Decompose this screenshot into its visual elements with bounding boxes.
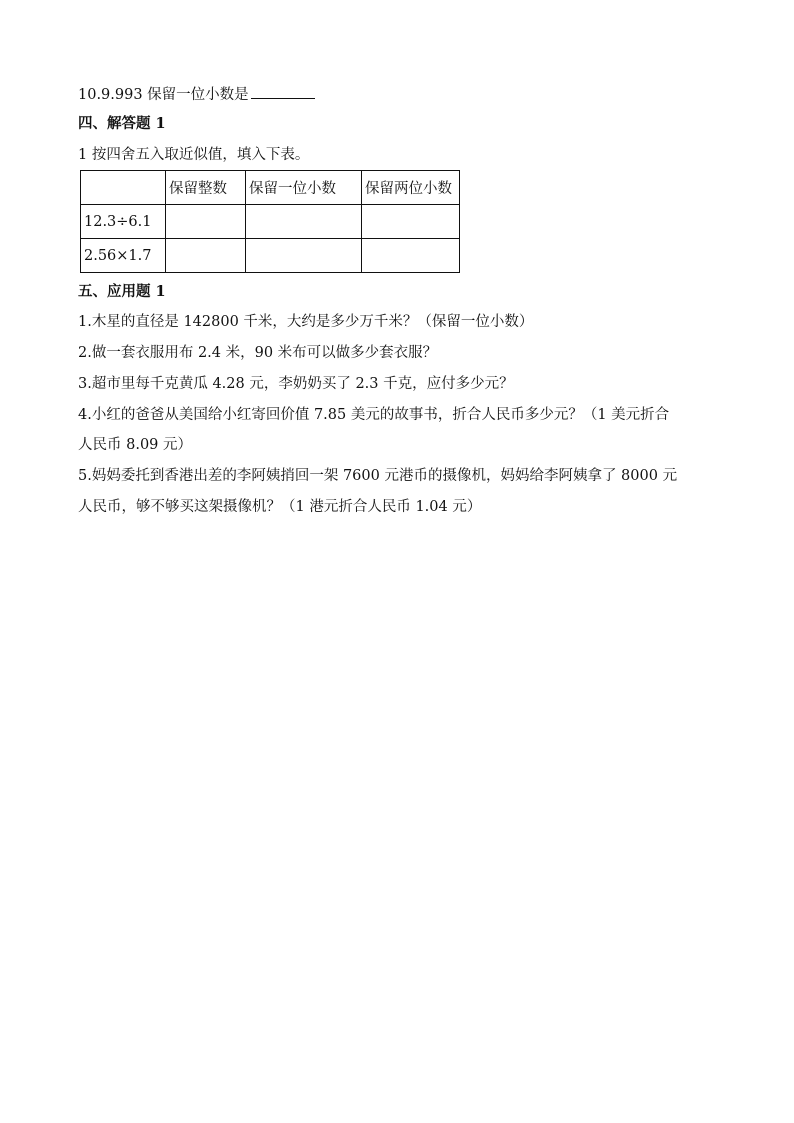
table-header-cell [81,171,166,205]
table-cell-answer[interactable] [166,239,246,273]
section-4-instruction: 1 按四舍五入取近似值，填入下表。 [78,147,310,163]
question-10 [78,84,315,105]
problem-line: 2.做一套衣服用布 2.4 米，90 米布可以做多少套衣服？ [78,345,438,361]
table-header-cell: 保留整数 [166,171,246,205]
problem-line: 4.小红的爸爸从美国给小红寄回价值 7.85 美元的故事书，折合人民币多少元？（1 美元折合 [78,407,670,423]
rounding-table [80,170,460,273]
table-cell-answer[interactable] [166,205,246,239]
table-cell-answer[interactable] [362,205,460,239]
table-row [81,239,460,273]
problem-line: 人民币 8.09 元） [78,437,193,453]
table-cell-expression: 12.3÷6.1 [81,205,166,239]
problem-line: 1.木星的直径是 142800 千米，大约是多少万千米？（保留一位小数） [78,314,534,330]
table-header-row [81,171,460,205]
table-cell-answer[interactable] [362,239,460,273]
section-5-heading: 五、应用题 1 [78,283,166,300]
question-10-text: 10.9.993 保留一位小数是 [78,87,249,103]
table-cell-answer[interactable] [246,239,362,273]
problem-line: 5.妈妈委托到香港出差的李阿姨捎回一架 7600 元港币的摄像机，妈妈给李阿姨拿了 8000 元 [78,468,678,484]
answer-blank[interactable] [251,84,315,99]
problem-line: 人民币，够不够买这架摄像机？（1 港元折合人民币 1.04 元） [78,499,482,515]
table-cell-answer[interactable] [246,205,362,239]
table-header-cell: 保留两位小数 [362,171,460,205]
table-cell-expression: 2.56×1.7 [81,239,166,273]
table-row [81,205,460,239]
problem-line: 3.超市里每千克黄瓜 4.28 元，李奶奶买了 2.3 千克，应付多少元？ [78,376,514,392]
section-4-heading: 四、解答题 1 [78,115,166,132]
table-header-cell: 保留一位小数 [246,171,362,205]
